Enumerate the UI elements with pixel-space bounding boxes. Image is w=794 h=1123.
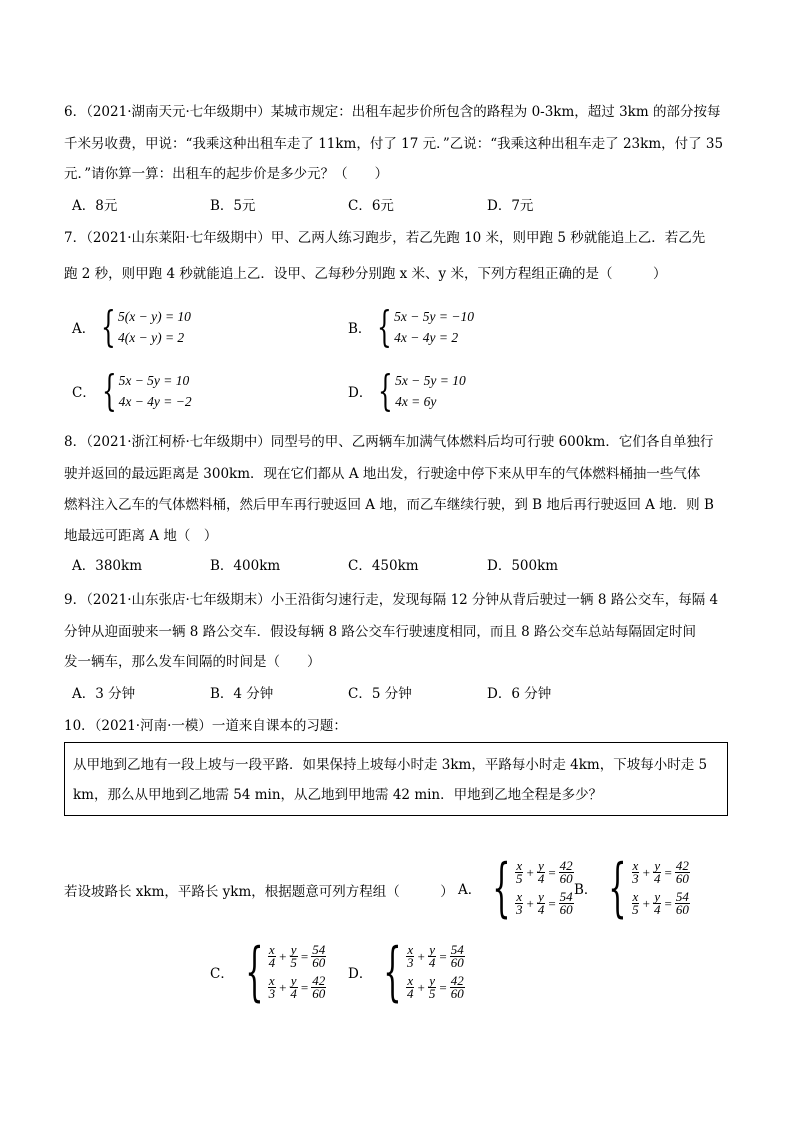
brace-icon: { [245, 935, 264, 1009]
fraction-equation [630, 860, 691, 885]
equals-sign: = [548, 895, 556, 911]
equals-sign: = [300, 979, 309, 995]
equation: 4x − 4y = −2 [118, 394, 192, 409]
q8-option-c: C．450km [348, 558, 419, 574]
q7-option-d [348, 366, 466, 415]
q10-option-a [458, 851, 575, 925]
equation: 4(x − y) = 2 [117, 330, 185, 345]
fraction [268, 944, 277, 969]
plus-sign: + [642, 864, 650, 880]
equation-system [394, 306, 474, 348]
q8-option-d: D．500km [487, 558, 559, 574]
fraction [289, 944, 298, 969]
numerator: x [516, 858, 523, 873]
denominator: 4 [537, 902, 545, 917]
fraction [406, 944, 415, 969]
numerator: y [654, 858, 661, 873]
plus-sign: + [642, 895, 650, 911]
denominator: 60 [559, 871, 573, 886]
q7-option-a [72, 302, 191, 351]
fraction [289, 975, 298, 1000]
numerator: 42 [559, 858, 573, 873]
option-label: B． [348, 321, 372, 337]
q8-line-2: 驶并返回的最远距离是 300km．现在它们都从 A 地出发，行驶途中停下来从甲车的气体燃料桶抽一些气体 [64, 466, 701, 482]
brace-icon: { [378, 366, 394, 415]
denominator: 60 [559, 902, 573, 917]
denominator: 4 [290, 986, 297, 1001]
fraction-equation [267, 975, 328, 1000]
q6-line-2: 千米另收费，甲说：“我乘这种出租车走了 11km，付了 17 元．”乙说：“我乘这种出租车走了 23km，付了 35 [64, 136, 724, 152]
numerator: x [407, 973, 414, 988]
q7-option-c [72, 366, 192, 415]
q9-option-b: B．4 分钟 [210, 686, 274, 702]
q10-prompt: 若设坡路长 xkm，平路长 ykm，根据题意可列方程组（ ） [64, 884, 454, 900]
q9-option-c: C．5 分钟 [348, 686, 412, 702]
denominator: 4 [653, 871, 661, 886]
q8-line-3: 燃料注入乙车的气体燃料桶，然后甲车再行驶返回 A 地，而乙车继续行驶，到 B 地后再行驶返回 A 地．则 B [64, 497, 714, 513]
fraction-equation [514, 891, 575, 916]
q7-line-1: 7．（2021·山东莱阳·七年级期中）甲、乙两人练习跑步，若乙先跑 10 米，则甲跑 5 秒就能追上乙．若乙先 [64, 230, 706, 246]
fraction [631, 860, 640, 885]
fraction-equation [630, 891, 691, 916]
fraction [559, 891, 574, 916]
fraction [653, 891, 662, 916]
brace-icon: { [383, 935, 402, 1009]
denominator: 60 [450, 955, 464, 970]
fraction [675, 860, 690, 885]
denominator: 3 [407, 955, 414, 970]
equation-system [118, 306, 191, 348]
plus-sign: + [417, 948, 425, 964]
q7-option-b [348, 302, 474, 351]
fraction [311, 975, 326, 1000]
option-label: D． [348, 385, 373, 401]
fraction-equation [267, 944, 328, 969]
brace-icon: { [377, 302, 393, 351]
denominator: 4 [653, 902, 661, 917]
numerator: 54 [675, 889, 689, 904]
equation-system [267, 944, 328, 1000]
denominator: 5 [428, 986, 436, 1001]
fraction [450, 944, 465, 969]
equation: 5(x − y) = 10 [117, 309, 191, 324]
plus-sign: + [526, 895, 534, 911]
fraction-equation [514, 860, 575, 885]
fraction [311, 944, 326, 969]
equation-system [119, 370, 192, 412]
fraction [675, 891, 690, 916]
denominator: 4 [537, 871, 545, 886]
equals-sign: = [664, 864, 672, 880]
fraction [537, 891, 546, 916]
equation: 5x − 5y = −10 [394, 309, 474, 324]
fraction [631, 891, 640, 916]
numerator: 54 [559, 889, 573, 904]
denominator: 60 [312, 955, 326, 970]
equals-sign: = [300, 948, 309, 964]
q8-line-4: 地最远可距离 A 地（ ） [64, 528, 218, 544]
denominator: 60 [675, 902, 689, 917]
box-line-2: km，那么从甲地到乙地需 54 min，从乙地到甲地需 42 min．甲地到乙地全程是多少？ [73, 787, 603, 803]
equation: 4x − 4y = 2 [394, 330, 459, 345]
textbook-exercise-box [64, 742, 728, 816]
equals-sign: = [439, 979, 447, 995]
q9-option-a: A．3 分钟 [72, 686, 136, 702]
q10-option-d [348, 935, 466, 1009]
plus-sign: + [526, 864, 534, 880]
denominator: 5 [632, 902, 639, 917]
numerator: x [516, 889, 523, 904]
fraction [428, 944, 437, 969]
box-line-1: 从甲地到乙地有一段上坡与一段平路．如果保持上坡每小时走 3km，平路每小时走 4km，下坡每小时走 5 [73, 757, 708, 773]
denominator: 4 [428, 955, 436, 970]
equation-system [514, 860, 575, 916]
option-label: A． [72, 321, 96, 337]
numerator: y [429, 973, 436, 988]
q8-option-b: B．400km [210, 558, 281, 574]
fraction [559, 860, 574, 885]
fraction [653, 860, 662, 885]
brace-icon: { [101, 366, 117, 415]
numerator: x [632, 858, 639, 873]
brace-icon: { [492, 851, 511, 925]
numerator: x [632, 889, 639, 904]
q9-option-d: D．6 分钟 [487, 686, 552, 702]
fraction-equation [405, 944, 466, 969]
numerator: x [268, 942, 275, 957]
brace-icon: { [101, 302, 116, 351]
q8-option-a: A．380km [72, 558, 142, 574]
plus-sign: + [417, 979, 425, 995]
q6-option-b: B．5元 [210, 198, 256, 214]
fraction [537, 860, 546, 885]
q8-line-1: 8．（2021·浙江柯桥·七年级期中）同型号的甲、乙两辆车加满气体燃料后均可行驶 600km．它们各自单独行 [64, 434, 714, 450]
denominator: 60 [312, 986, 326, 1001]
option-label: B． [574, 882, 598, 898]
equation: 5x − 5y = 10 [118, 373, 190, 388]
q9-line-2: 分钟从迎面驶来一辆 8 路公交车．假设每辆 8 路公交车行驶速度相同，而且 8 路公交车总站每隔固定时间 [64, 624, 697, 640]
numerator: 54 [312, 942, 326, 957]
denominator: 5 [290, 955, 297, 970]
equals-sign: = [664, 895, 672, 911]
numerator: y [429, 942, 436, 957]
numerator: x [407, 942, 414, 957]
brace-icon: { [608, 851, 627, 925]
equals-sign: = [439, 948, 447, 964]
numerator: 42 [312, 973, 326, 988]
q6-option-a: A．8元 [72, 198, 118, 214]
plus-sign: + [279, 948, 287, 964]
numerator: x [268, 973, 275, 988]
equation: 5x − 5y = 10 [395, 373, 466, 388]
equals-sign: = [548, 864, 556, 880]
fraction-equation [405, 975, 466, 1000]
fraction [428, 975, 437, 1000]
q10-option-c [210, 935, 327, 1009]
numerator: 42 [675, 858, 689, 873]
option-label: C． [72, 385, 96, 401]
q9-line-3: 发一辆车，那么发车间隔的时间是（ ） [64, 654, 321, 670]
numerator: 42 [450, 973, 464, 988]
numerator: y [290, 942, 297, 957]
denominator: 60 [675, 871, 689, 886]
fraction [515, 891, 524, 916]
option-label: C． [210, 966, 234, 982]
numerator: 54 [450, 942, 464, 957]
equation: 4x = 6y [395, 394, 437, 409]
option-label: A． [458, 882, 482, 898]
q6-option-d: D．7元 [487, 198, 534, 214]
fraction [406, 975, 415, 1000]
q10-line-1: 10．（2021·河南·一模）一道来自课本的习题： [64, 718, 347, 734]
q6-option-c: C．6元 [348, 198, 394, 214]
denominator: 3 [632, 871, 639, 886]
fraction [515, 860, 524, 885]
numerator: y [290, 973, 297, 988]
denominator: 60 [450, 986, 464, 1001]
equation-system [630, 860, 691, 916]
q6-line-3: 元．”请你算一算：出租车的起步价是多少元？（ ） [64, 166, 389, 182]
denominator: 3 [515, 902, 523, 917]
fraction [450, 975, 465, 1000]
denominator: 4 [268, 955, 276, 970]
q9-line-1: 9．（2021·山东张店·七年级期末）小王沿街匀速行走，发现每隔 12 分钟从背后驶过一辆 8 路公交车，每隔 4 [64, 592, 719, 608]
fraction [268, 975, 277, 1000]
numerator: y [538, 889, 544, 904]
denominator: 4 [407, 986, 414, 1001]
q10-option-b [574, 851, 691, 925]
option-label: D． [348, 966, 373, 982]
denominator: 3 [268, 986, 276, 1001]
denominator: 5 [515, 871, 523, 886]
equation-system [405, 944, 466, 1000]
q6-line-1: 6．（2021·湖南天元·七年级期中）某城市规定：出租车起步价所包含的路程为 0-3km，超过 3km 的部分按每 [64, 104, 721, 120]
numerator: y [538, 858, 544, 873]
plus-sign: + [279, 979, 287, 995]
q7-line-2: 跑 2 秒，则甲跑 4 秒就能追上乙．设甲、乙每秒分别跑 x 米、y 米，下列方程组正确的是（ ） [64, 266, 667, 282]
equation-system [395, 370, 466, 412]
numerator: y [654, 889, 661, 904]
